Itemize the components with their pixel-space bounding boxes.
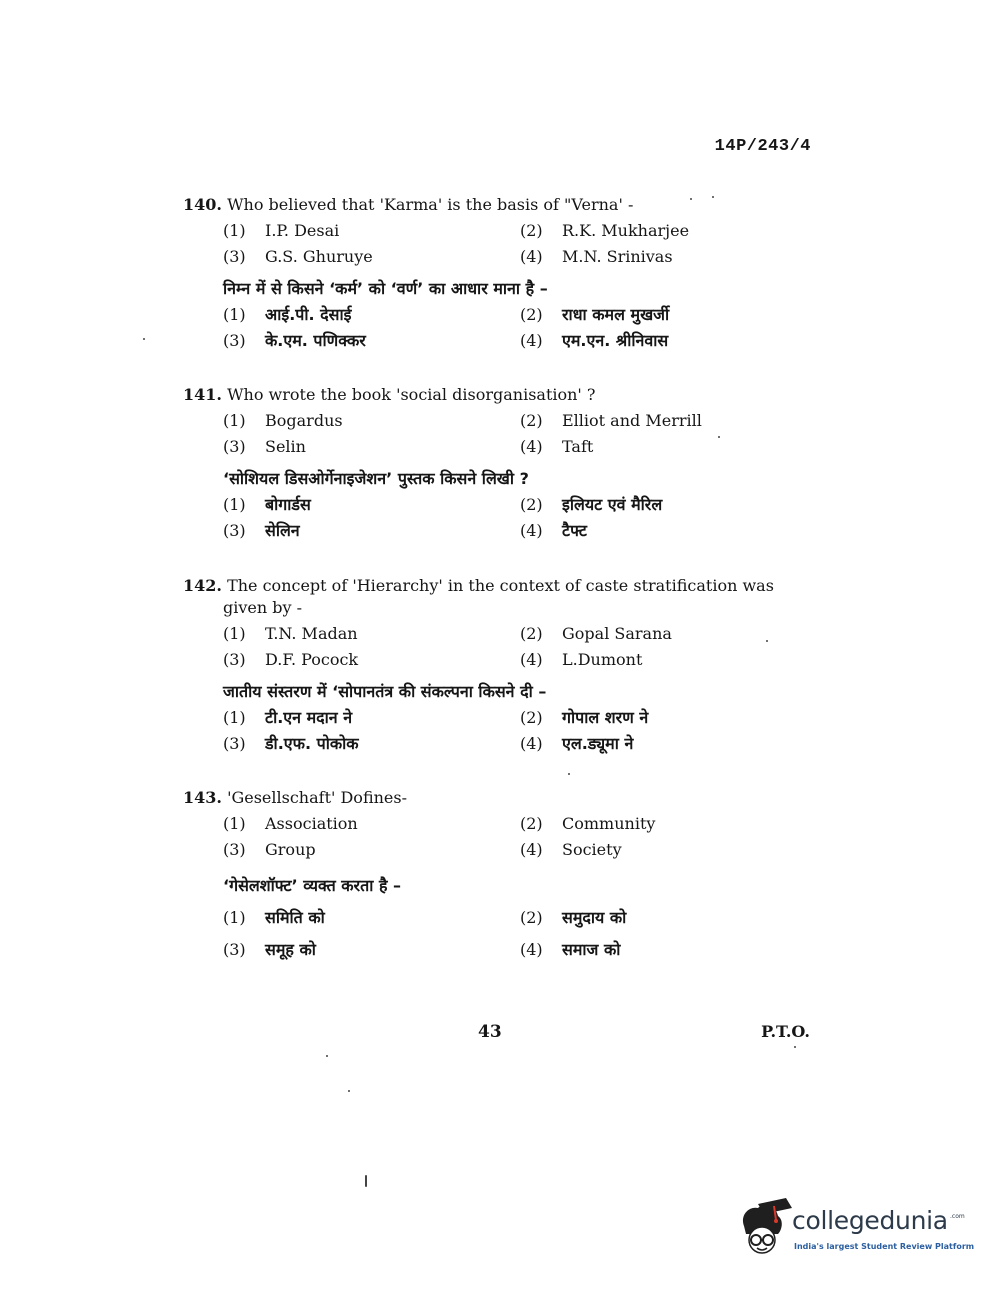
option-hindi (223, 304, 520, 326)
option-hindi (223, 330, 520, 352)
option-text: Society (562, 840, 622, 859)
question-text (183, 575, 813, 619)
option-number: (2) (520, 495, 543, 514)
option-number: (3) (223, 734, 246, 753)
option-hindi (223, 520, 520, 542)
option (520, 246, 820, 268)
scan-speck (712, 196, 714, 198)
option-number: (2) (520, 908, 543, 927)
question-text (183, 384, 813, 406)
option-text: Taft (562, 437, 594, 456)
option-number: (4) (520, 437, 543, 456)
option-number: (4) (520, 247, 543, 266)
option-hindi (223, 939, 520, 961)
option-text: टैफ्ट (562, 521, 587, 540)
option-number: (2) (520, 624, 543, 643)
option (520, 410, 820, 432)
option-text: आई.पी. देसाई (265, 305, 352, 324)
option-hindi (223, 707, 520, 729)
question-number: 143. (183, 788, 222, 807)
option-number: (1) (223, 708, 246, 727)
option-text: Association (265, 814, 358, 833)
brand-tagline: India's largest Student Review Platform (794, 1242, 975, 1251)
option-number: (1) (223, 221, 246, 240)
option-number: (1) (223, 908, 246, 927)
option-hindi (223, 733, 520, 755)
option-text: टी.एन मदान ने (265, 708, 353, 727)
option-text: सेलिन (265, 521, 300, 540)
scan-speck (348, 1090, 350, 1092)
option-text: D.F. Pocock (265, 650, 359, 669)
options-hindi (223, 907, 813, 961)
option-text: G.S. Ghuruye (265, 247, 373, 266)
option-number: (1) (223, 624, 246, 643)
option (223, 246, 520, 268)
brand-name: collegedunia (792, 1206, 948, 1235)
option-hindi (520, 494, 820, 516)
question-142 (183, 575, 813, 755)
question-141 (183, 384, 813, 542)
option-number: (4) (520, 734, 543, 753)
option-number: (2) (520, 411, 543, 430)
option-text: एल.ड्यूमा ने (562, 734, 634, 753)
option-number: (3) (223, 650, 246, 669)
option-hindi (520, 330, 820, 352)
option-hindi (520, 304, 820, 326)
option-text: राधा कमल मुखर्जी (562, 305, 670, 324)
options-hindi (223, 494, 813, 542)
option-text: I.P. Desai (265, 221, 340, 240)
option (520, 839, 820, 861)
question-stem-hindi: निम्न में से किसने ‘कर्म’ को ‘वर्ण’ का आधार माना है – (223, 279, 548, 298)
option-text: समाज को (562, 940, 621, 959)
option-number: (2) (520, 814, 543, 833)
option (520, 623, 820, 645)
page-number: 43 (478, 1022, 502, 1042)
question-stem-continued: given by - (223, 598, 303, 617)
question-stem-hindi: ‘गेसेलशॉफ्ट’ व्यक्त करता है – (223, 876, 402, 895)
option-text: L.Dumont (562, 650, 643, 669)
collegedunia-logo (734, 1196, 975, 1260)
option (223, 220, 520, 242)
options-english (223, 220, 813, 268)
option-number: (3) (223, 840, 246, 859)
option-number: (1) (223, 814, 246, 833)
options-hindi (223, 304, 813, 352)
pto-label: P.T.O. (761, 1022, 810, 1041)
option-number: (1) (223, 305, 246, 324)
option-hindi (223, 494, 520, 516)
options-english (223, 813, 813, 861)
option-number: (3) (223, 331, 246, 350)
option-hindi (520, 707, 820, 729)
option-hindi (520, 939, 820, 961)
options-english (223, 623, 813, 671)
scan-speck (365, 1175, 367, 1187)
option (520, 220, 820, 242)
scan-speck (794, 1046, 796, 1048)
scan-speck (718, 436, 720, 438)
option-number: (1) (223, 411, 246, 430)
scan-speck (143, 338, 145, 340)
question-number: 140. (183, 195, 222, 214)
option-number: (4) (520, 331, 543, 350)
option-number: (3) (223, 521, 246, 540)
question-stem: Who wrote the book 'social disorganisation' ? (227, 385, 596, 404)
question-stem: The concept of 'Hierarchy' in the context of caste stratification was (227, 576, 774, 595)
option (223, 410, 520, 432)
option (520, 436, 820, 458)
option-text: Elliot and Merrill (562, 411, 702, 430)
question-text (183, 787, 813, 809)
option-text: इलियट एवं मैरिल (562, 495, 663, 514)
option-text: के.एम. पणिक्कर (265, 331, 366, 350)
question-140 (183, 194, 813, 352)
scan-speck (568, 773, 570, 775)
option-text: Group (265, 840, 316, 859)
option (223, 649, 520, 671)
paper-code: 14P/243/4 (714, 137, 811, 156)
option-text: Selin (265, 437, 306, 456)
options-english (223, 410, 813, 458)
graduate-mascot-icon (734, 1196, 794, 1260)
option-text: T.N. Madan (265, 624, 358, 643)
option-number: (1) (223, 495, 246, 514)
scan-speck (326, 1055, 328, 1057)
option-number: (2) (520, 221, 543, 240)
question-number: 141. (183, 385, 222, 404)
scan-speck (766, 640, 768, 642)
option (223, 623, 520, 645)
option-text: R.K. Mukharjee (562, 221, 690, 240)
option-text: एम.एन. श्रीनिवास (562, 331, 669, 350)
question-number: 142. (183, 576, 222, 595)
option-hindi (520, 520, 820, 542)
option-number: (4) (520, 521, 543, 540)
option-number: (4) (520, 650, 543, 669)
question-stem-hindi: ‘सोशियल डिसओर्गेनाइजेशन’ पुस्तक किसने लिखी ? (223, 469, 529, 488)
option-text: समिति को (265, 908, 325, 927)
option-number: (3) (223, 437, 246, 456)
option-number: (3) (223, 940, 246, 959)
options-hindi (223, 707, 813, 755)
option-text: Community (562, 814, 656, 833)
option-hindi (520, 733, 820, 755)
option-text: Bogardus (265, 411, 343, 430)
option (520, 813, 820, 835)
option-text: गोपाल शरण ने (562, 708, 649, 727)
question-stem-hindi: जातीय संस्तरण में ‘सोपानतंत्र की संकल्पना किसने दी – (223, 682, 547, 701)
option-hindi (520, 907, 820, 929)
option-hindi (223, 907, 520, 929)
option (223, 436, 520, 458)
option (223, 839, 520, 861)
option-text: डी.एफ. पोकोक (265, 734, 359, 753)
option-text: समुदाय को (562, 908, 627, 927)
option-text: M.N. Srinivas (562, 247, 673, 266)
question-stem: 'Gesellschaft' Dofines- (227, 788, 407, 807)
option (223, 813, 520, 835)
scan-speck (690, 198, 692, 200)
option (520, 649, 820, 671)
question-143 (183, 787, 813, 961)
option-text: Gopal Sarana (562, 624, 672, 643)
option-number: (4) (520, 840, 543, 859)
brand-suffix: .com (950, 1213, 965, 1220)
option-number: (4) (520, 940, 543, 959)
question-text (183, 194, 813, 216)
option-number: (2) (520, 305, 543, 324)
question-stem: Who believed that 'Karma' is the basis of "Verna' - (227, 195, 634, 214)
option-text: समूह को (265, 940, 316, 959)
option-text: बोगार्डस (265, 495, 311, 514)
option-number: (3) (223, 247, 246, 266)
option-number: (2) (520, 708, 543, 727)
